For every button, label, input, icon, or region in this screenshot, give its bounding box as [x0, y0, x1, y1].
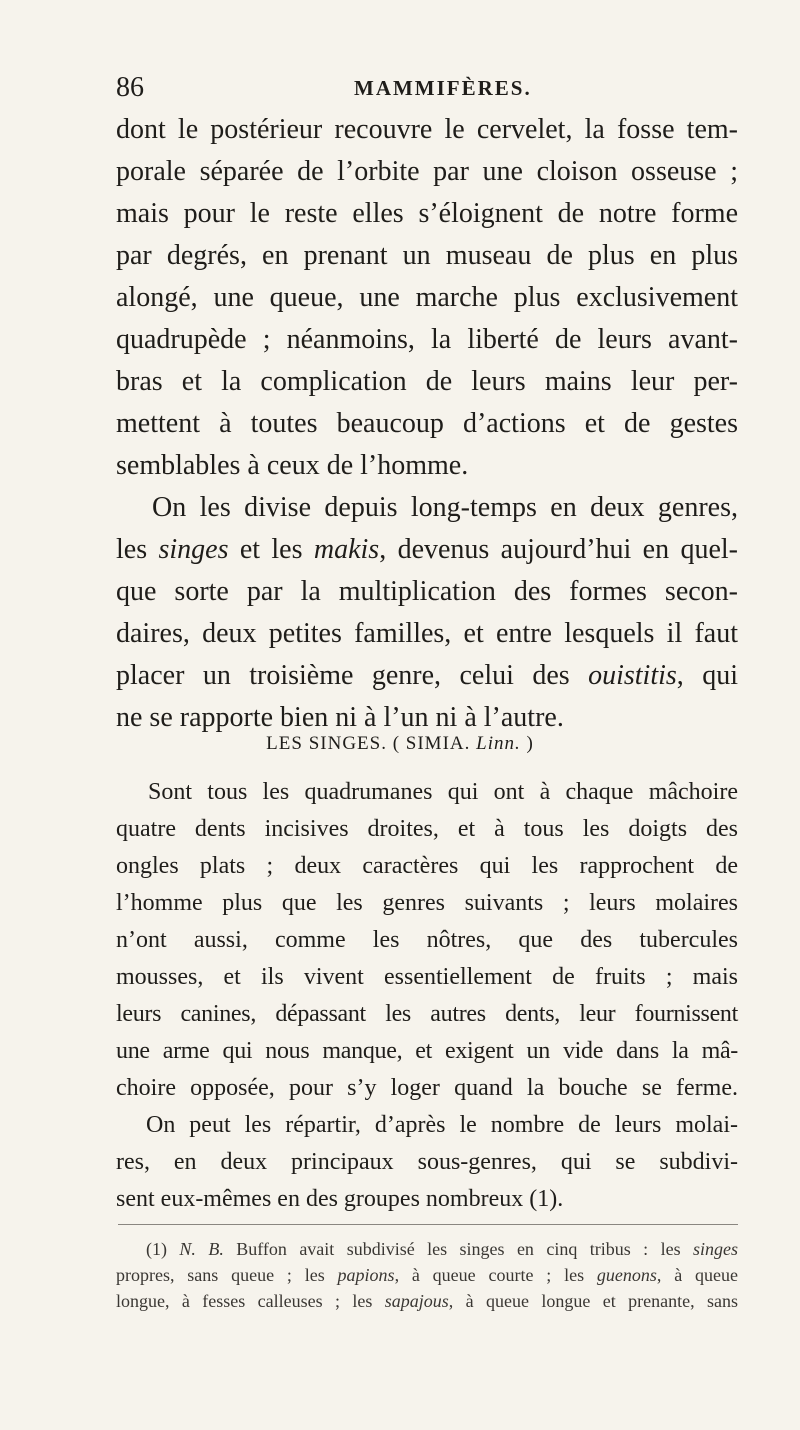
- text-line: choire opposée, pour s’y loger quand la bouche se ferme.: [116, 1075, 738, 1101]
- text-line: daires, deux petites familles, et entre lesquels il faut: [116, 618, 738, 649]
- text-line: sent eux-mêmes en des groupes nombreux (1).: [116, 1186, 564, 1212]
- text-line: les singes et les makis, devenus aujourd’hui en quel-: [116, 534, 738, 565]
- text-line: On les divise depuis long-temps en deux genres,: [152, 492, 738, 523]
- page-header: [116, 72, 716, 108]
- text-line: l’homme plus que les genres suivants ; leurs molaires: [116, 890, 738, 916]
- text-line: leurs canines, dépassant les autres dents, leur fournissent: [116, 1001, 738, 1027]
- genus-ouistitis: ouistitis: [588, 660, 677, 691]
- text-line: par degrés, en prenant un museau de plus en plus: [116, 240, 738, 271]
- text-line: porale séparée de l’orbite par une cloison osseuse ;: [116, 156, 738, 187]
- text-line: que sorte par la multiplication des formes secon-: [116, 576, 738, 607]
- text-line: semblables à ceux de l’homme.: [116, 450, 469, 481]
- text-line: Sont tous les quadrumanes qui ont à chaque mâchoire: [148, 779, 738, 805]
- text-line: une arme qui nous manque, et exigent un vide dans la mâ-: [116, 1038, 738, 1064]
- footnote-line: longue, à fesses calleuses ; les sapajous, à queue longue et prenante, sans: [116, 1291, 738, 1311]
- text-line: res, en deux principaux sous-genres, qui se subdivi-: [116, 1149, 738, 1175]
- footnote-separator: [118, 1224, 738, 1225]
- text-line: quatre dents incisives droites, et à tous les doigts des: [116, 816, 738, 842]
- text-line: quadrupède ; néanmoins, la liberté de leurs avant-: [116, 324, 738, 355]
- text-line: ongles plats ; deux caractères qui les rapprochent de: [116, 853, 738, 879]
- section-heading: LES SINGES. ( SIMIA. Linn. ): [266, 733, 534, 754]
- text-line: alongé, une queue, une marche plus exclusivement: [116, 282, 738, 313]
- genus-singes: singes: [158, 534, 229, 565]
- text-line: placer un troisième genre, celui des ouistitis, qui: [116, 660, 739, 691]
- genus-makis: makis: [313, 534, 380, 565]
- heading-author: Linn.: [476, 733, 521, 754]
- text-line: mais pour le reste elles s’éloignent de notre forme: [116, 198, 738, 229]
- text-line: dont le postérieur recouvre le cervelet, la fosse tem-: [116, 114, 738, 145]
- text-line: mousses, et ils vivent essentiellement de fruits ; mais: [116, 964, 738, 990]
- running-head: MAMMIFÈRES.: [354, 76, 532, 100]
- text-line: n’ont aussi, comme les nôtres, que des tubercules: [116, 927, 738, 953]
- text-line: mettent à toutes beaucoup d’actions et de gestes: [116, 408, 738, 439]
- text-line: bras et la complication de leurs mains leur per-: [116, 366, 738, 397]
- footnote-line: (1) N. B. Buffon avait subdivisé les singes en cinq tribus : les singes: [146, 1239, 738, 1259]
- footnote-line: propres, sans queue ; les papions, à queue courte ; les guenons, à queue: [116, 1265, 739, 1285]
- page-number: 86: [116, 72, 144, 103]
- text-line: ne se rapporte bien ni à l’un ni à l’autre.: [116, 702, 564, 733]
- text-line: On peut les répartir, d’après le nombre de leurs molai-: [146, 1112, 738, 1138]
